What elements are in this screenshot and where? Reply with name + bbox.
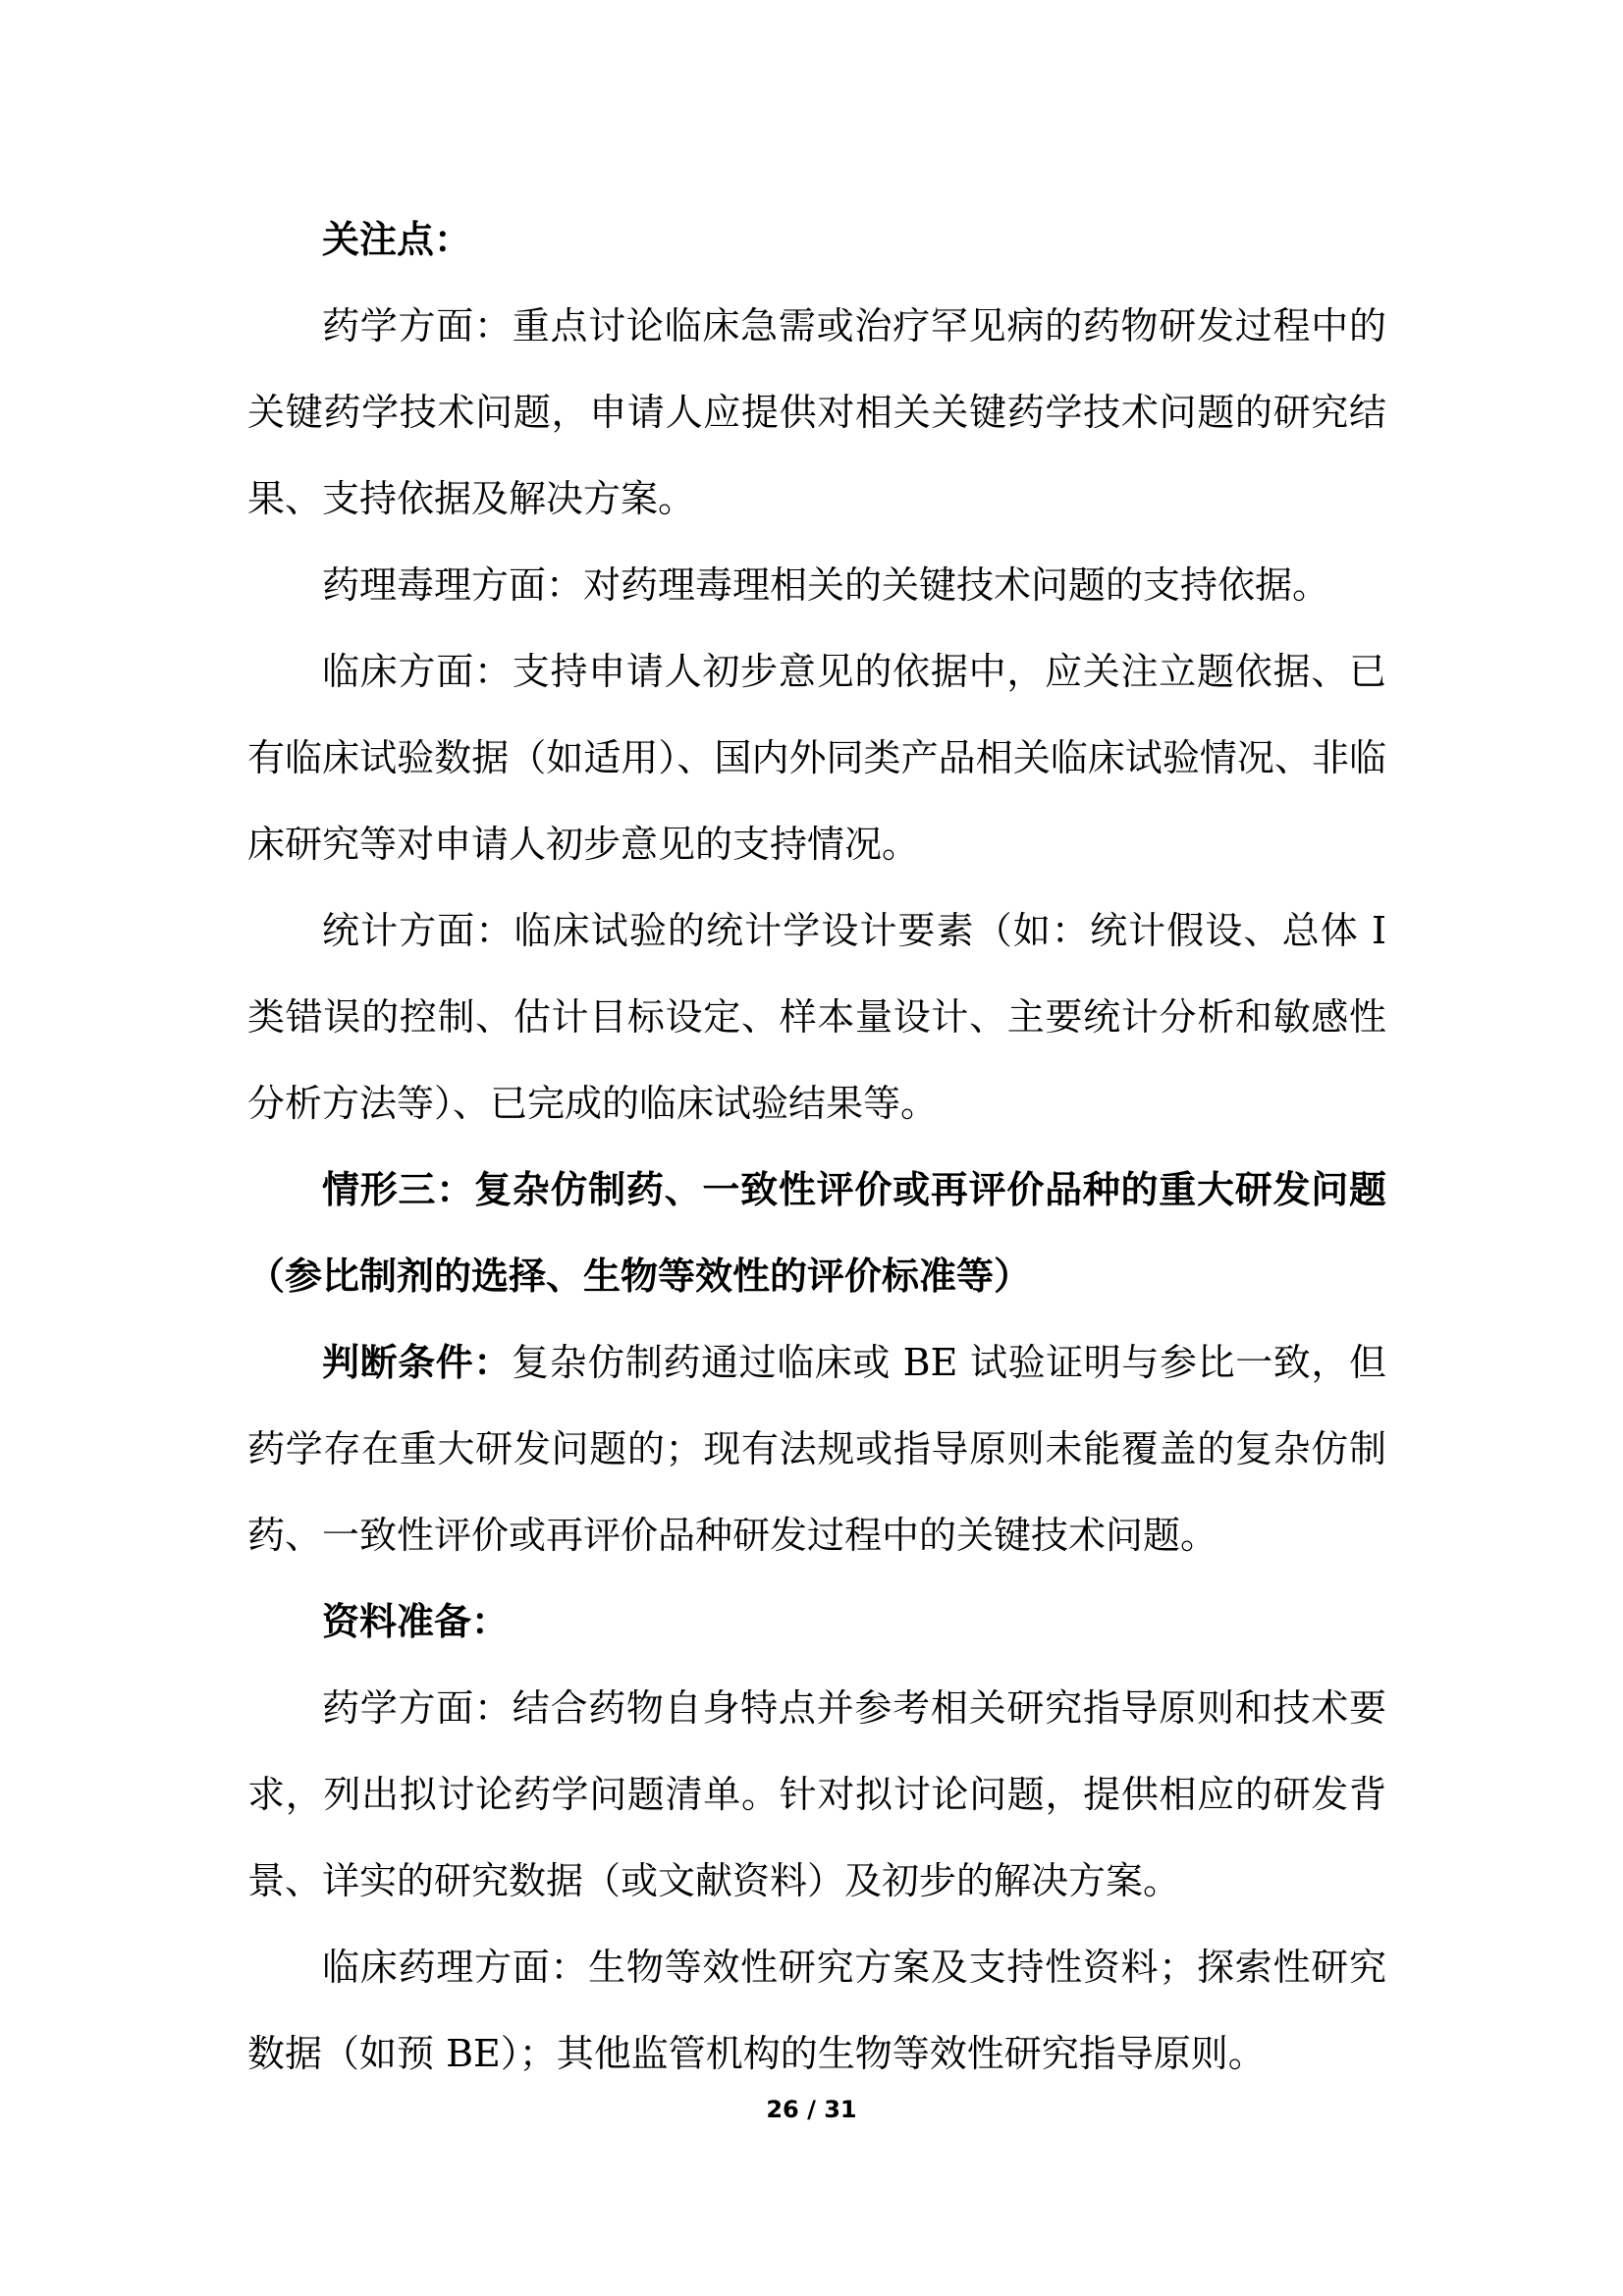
paragraph-judgment-conditions — [247, 1319, 1386, 1578]
document-body — [247, 196, 1386, 2097]
page-number: 26 / 31 — [766, 2096, 857, 2123]
section-heading-focus-points: 关注点： — [322, 217, 472, 261]
paragraph-clinical-pharmacology: 临床药理方面：生物等效性研究方案及支持性资料；探索性研究数据（如预 BE）；其他监管机构的生物等效性研究指导原则。 — [247, 1946, 1386, 2075]
paragraph-pharmacology-toxicology: 药理毒理方面：对药理毒理相关的关键技术问题的支持依据。 — [322, 563, 1330, 607]
judgment-conditions-text: 复杂仿制药通过临床或 BE 试验证明与参比一致，但药学存在重大研发问题的；现有法规或指导原则未能覆盖的复杂仿制药、一致性评价或再评价品种研发过程中的关键技术问题。 — [247, 1341, 1386, 1557]
section-heading-scenario-three: 情形三：复杂仿制药、一致性评价或再评价品种的重大研发问题（参比制剂的选择、生物等效性的评价标准等） — [247, 1167, 1386, 1298]
paragraph-materials-pharmaceutics: 药学方面：结合药物自身特点并参考相关研究指导原则和技术要求，列出拟讨论药学问题清单。针对拟讨论问题，提供相应的研发背景、详实的研究数据（或文献资料）及初步的解决方案。 — [247, 1686, 1386, 1902]
paragraph-clinical: 临床方面：支持申请人初步意见的依据中，应关注立题依据、已有临床试验数据（如适用）、国内外同类产品相关临床试验情况、非临床研究等对申请人初步意见的支持情况。 — [247, 650, 1386, 866]
paragraph-pharmaceutics: 药学方面：重点讨论临床急需或治疗罕见病的药物研发过程中的关键药学技术问题，申请人应提供对相关关键药学技术问题的研究结果、支持依据及解决方案。 — [247, 304, 1386, 520]
section-heading-materials: 资料准备： — [322, 1599, 510, 1643]
paragraph-statistics: 统计方面：临床试验的统计学设计要素（如：统计假设、总体 I 类错误的控制、估计目标设定、样本量设计、主要统计分析和敏感性分析方法等）、已完成的临床试验结果等。 — [247, 909, 1386, 1125]
judgment-conditions-label: 判断条件： — [322, 1340, 512, 1384]
